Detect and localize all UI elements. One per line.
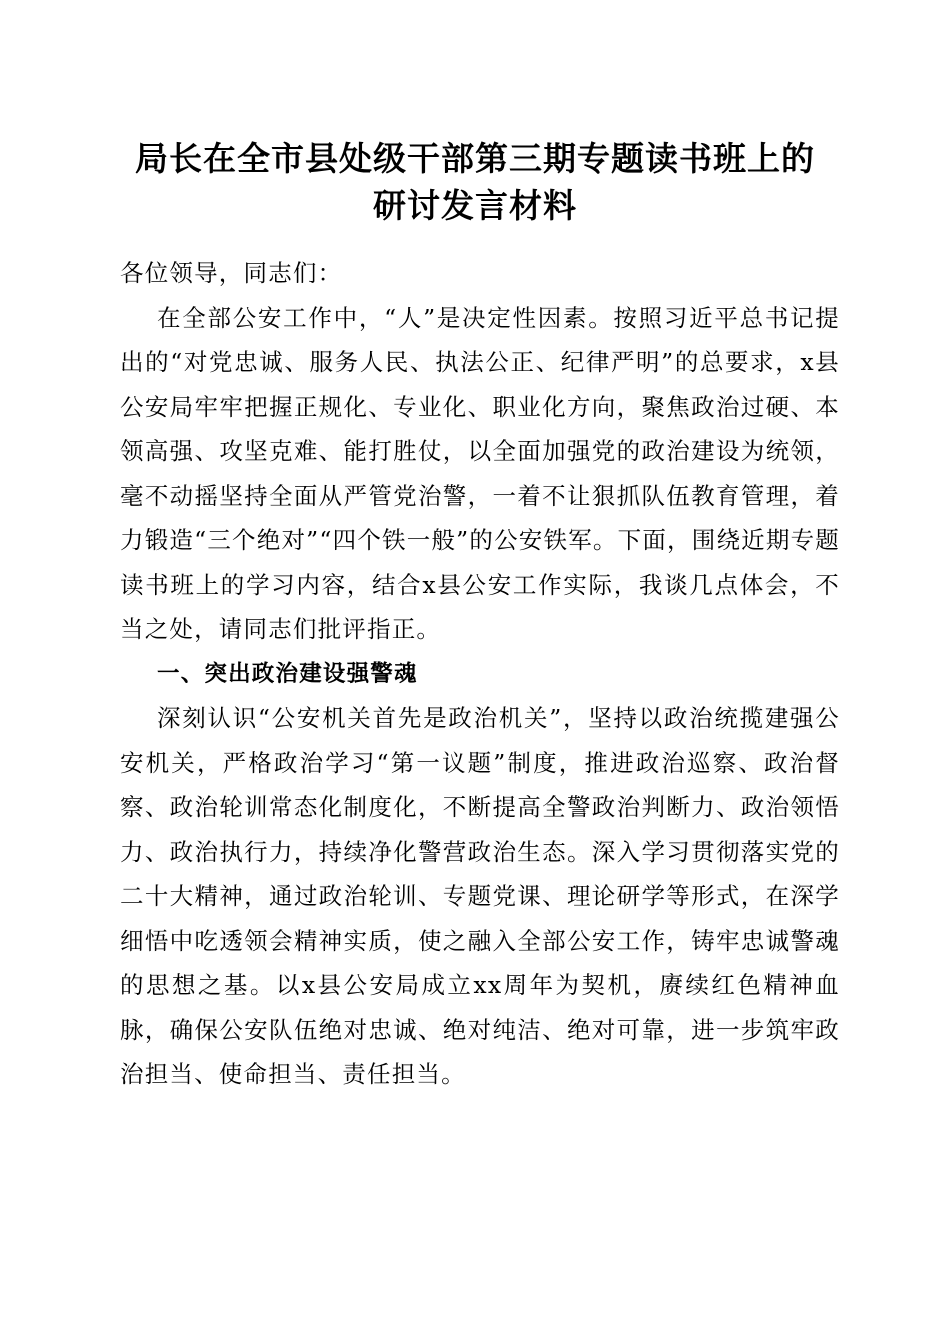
- document-body: [120, 251, 840, 1097]
- section-1-paragraph: 深刻认识“公安机关首先是政治机关”，坚持以政治统揽建强公安机关，严格政治学习“第一议题”制度，推进政治巡察、政治督察、政治轮训常态化制度化，不断提高全警政治判断力、政治领悟力、政治执行力，持续净化警营政治生态。深入学习贯彻落实党的二十大精神，通过政治轮训、专题党课、理论研学等形式，在深学细悟中吃透领会精神实质，使之融入全部公安工作，铸牢忠诚警魂的思想之基。以x县公安局成立xx周年为契机，赓续红色精神血脉，确保公安队伍绝对忠诚、绝对纯洁、绝对可靠，进一步筑牢政治担当、使命担当、责任担当。: [120, 704, 840, 1088]
- salutation: 各位领导，同志们：: [120, 259, 343, 287]
- intro-paragraph: 在全部公安工作中，“人”是决定性因素。按照习近平总书记提出的“对党忠诚、服务人民、执法公正、纪律严明”的总要求，x县公安局牢牢把握正规化、专业化、职业化方向，聚焦政治过硬、本领高强、攻坚克难、能打胜仗，以全面加强党的政治建设为统领，毫不动摇坚持全面从严管党治警，一着不让狠抓队伍教育管理，着力锻造“三个绝对”“四个铁一般”的公安铁军。下面，围绕近期专题读书班上的学习内容，结合x县公安工作实际，我谈几点体会，不当之处，请同志们批评指正。: [120, 303, 840, 643]
- document-title-line-2: 研讨发言材料: [373, 186, 577, 225]
- document-title-line-1: 局长在全市县处级干部第三期专题读书班上的: [135, 139, 815, 178]
- section-1-heading: 一、突出政治建设强警魂: [157, 660, 418, 687]
